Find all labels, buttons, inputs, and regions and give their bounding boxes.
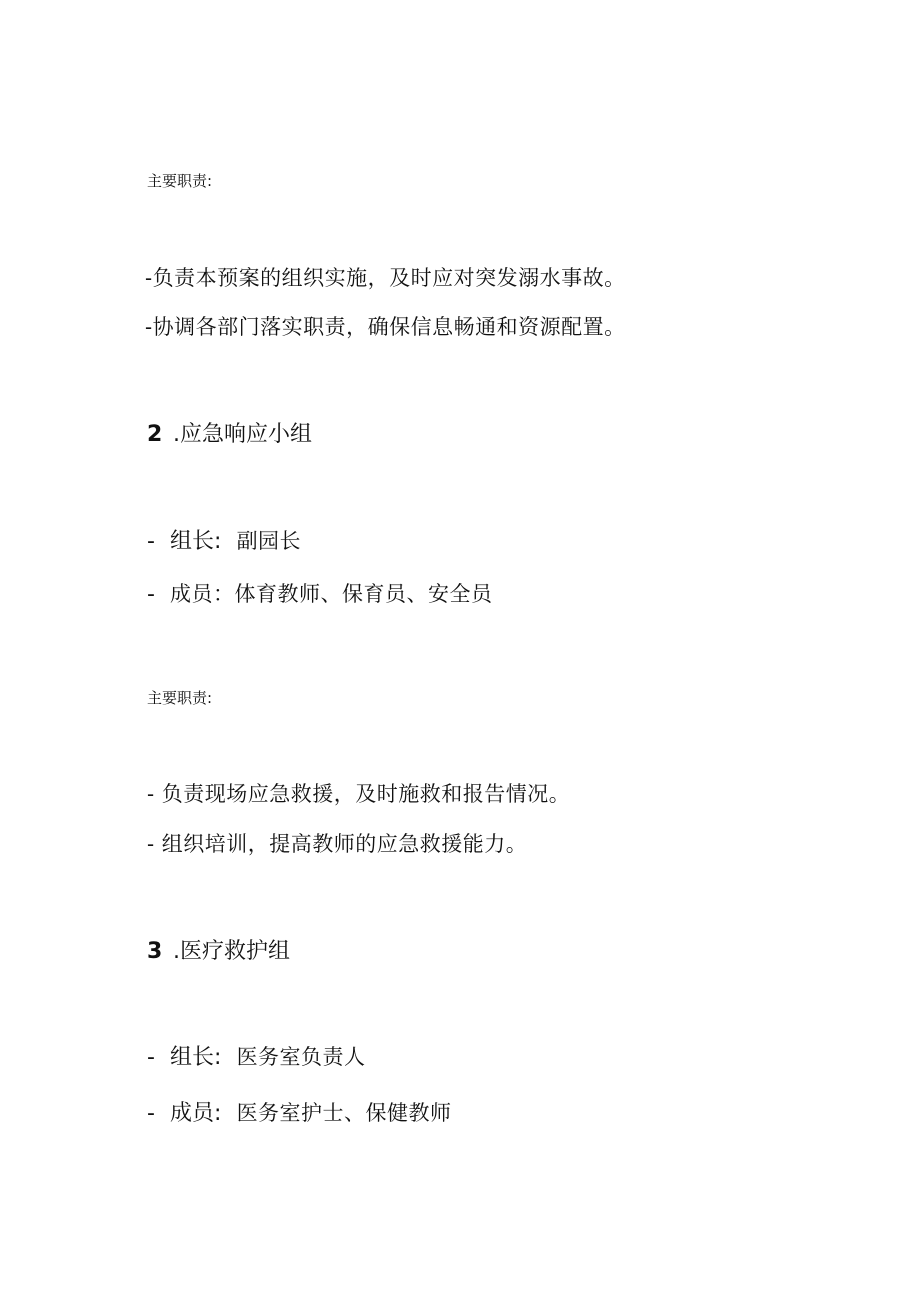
leader-value: 医务室负责人 <box>236 1045 366 1069</box>
members-line <box>147 1103 452 1125</box>
leader-label: 组长: <box>170 1045 222 1070</box>
dash-marker: - <box>147 1101 155 1126</box>
duties-label: 主要职责: <box>147 172 213 190</box>
section-heading <box>147 941 290 963</box>
duty-item: -负责本预案的组织实施，及时应对突发溺水事故。 <box>145 266 626 290</box>
section-number: 2 <box>147 422 163 447</box>
leader-line <box>147 1047 366 1069</box>
leader-label: 组长: <box>170 529 222 554</box>
leader-value: 副园长 <box>236 529 302 553</box>
duties-label: 主要职责: <box>147 689 213 707</box>
dash-marker: - <box>147 1045 155 1070</box>
duty-item: - 负责现场应急救援，及时施救和报告情况。 <box>147 782 571 806</box>
duty-item: -协调各部门落实职责，确保信息畅通和资源配置。 <box>145 315 626 339</box>
section-title: .应急响应小组 <box>173 422 312 447</box>
members-label: 成员: <box>170 1101 222 1126</box>
section-heading <box>147 424 312 446</box>
section-title: .医疗救护组 <box>173 939 290 964</box>
members-line <box>147 584 493 606</box>
section-number: 3 <box>147 939 163 964</box>
dash-marker: - <box>147 582 155 607</box>
dash-marker: - <box>147 529 155 554</box>
leader-line <box>147 531 301 553</box>
members-text: 成员：体育教师、保育员、安全员 <box>170 582 493 606</box>
members-value: 医务室护士、保健教师 <box>236 1101 452 1125</box>
duty-item: - 组织培训，提高教师的应急救援能力。 <box>147 832 528 856</box>
